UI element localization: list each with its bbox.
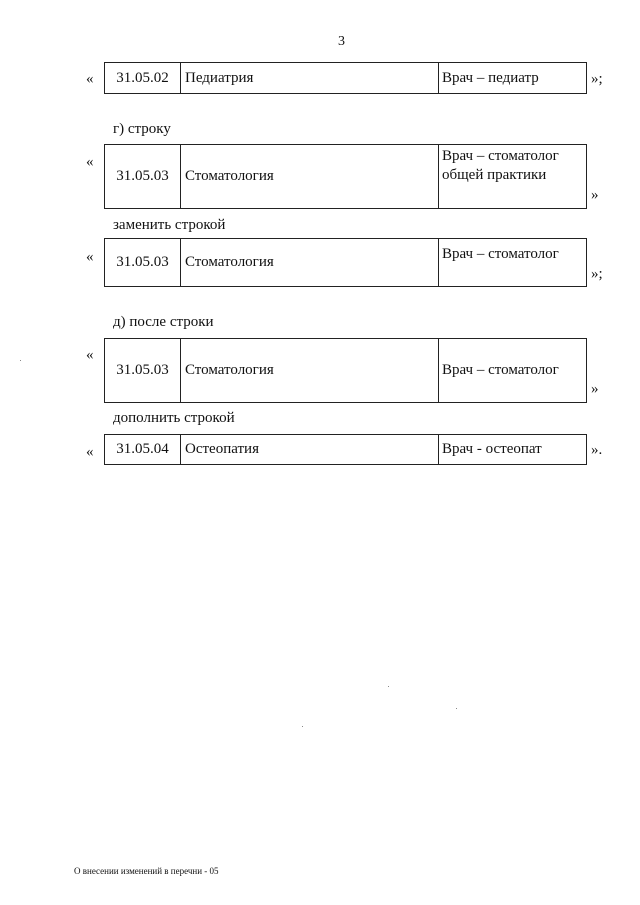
scan-speck [302,726,303,727]
specialty-name: Стоматология [181,145,439,208]
close-quote: » [591,187,599,203]
qualification-line: Врач – педиатр [442,69,539,86]
specialty-name: Остеопатия [181,435,439,464]
qualification [439,239,586,286]
footer-note: О внесении изменений в перечни - 05 [74,866,219,876]
table-row [104,238,587,287]
scan-speck [20,360,21,361]
qualification [439,339,586,402]
qualification [439,63,586,93]
open-quote: « [86,444,94,460]
caption-add: дополнить строкой [113,410,235,426]
close-quote: »; [591,266,603,282]
qualification [439,435,586,464]
open-quote: « [86,154,94,170]
open-quote: « [86,71,94,87]
qualification [439,145,586,208]
specialty-code: 31.05.03 [105,339,181,402]
qualification-line: общей практики [442,167,547,183]
caption-g: г) строку [113,121,171,137]
page-number: 3 [338,34,345,49]
qualification-line: Врач - остеопат [442,441,542,457]
qualification-line: Врач – стоматолог [442,246,559,262]
close-quote: ». [591,442,603,458]
qualification-line: Врач – стоматолог [442,362,559,378]
scan-speck [456,708,457,709]
close-quote: »; [591,71,603,87]
table-row [104,434,587,465]
qualification-line: Врач – стоматолог [442,148,559,164]
table-row [104,62,587,94]
close-quote: » [591,381,599,397]
specialty-code: 31.05.03 [105,239,181,286]
open-quote: « [86,347,94,363]
table-row [104,144,587,209]
specialty-name: Педиатрия [181,63,439,93]
table-row [104,338,587,403]
caption-d: д) после строки [113,314,214,330]
open-quote: « [86,249,94,265]
specialty-code: 31.05.03 [105,145,181,208]
specialty-name: Стоматология [181,239,439,286]
specialty-code: 31.05.02 [105,63,181,93]
scan-speck [388,686,389,687]
specialty-name: Стоматология [181,339,439,402]
caption-replace: заменить строкой [113,217,226,233]
specialty-code: 31.05.04 [105,435,181,464]
